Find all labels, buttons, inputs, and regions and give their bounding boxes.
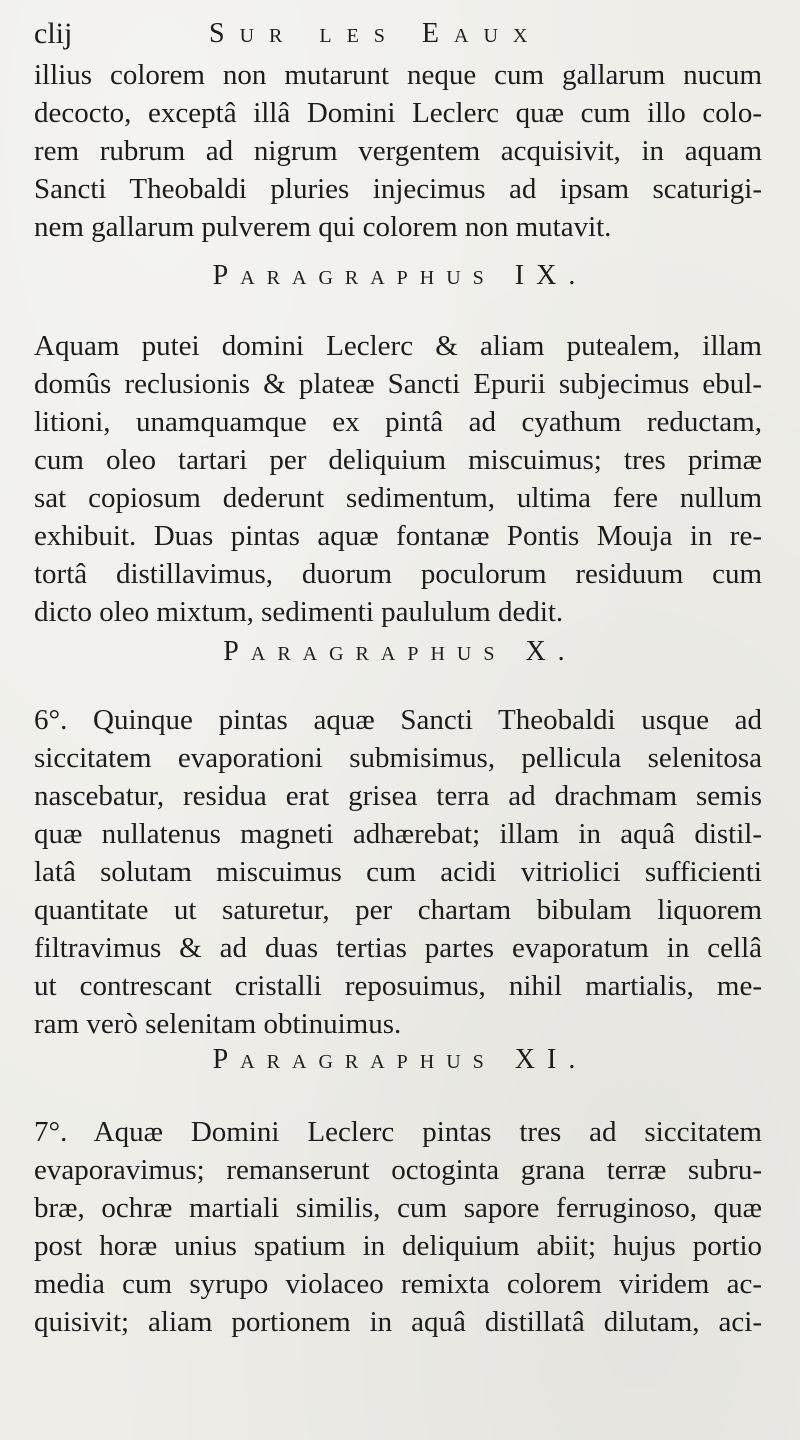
text-line: quantitate ut saturetur, per chartam bibulam liquorem [34, 894, 762, 926]
text-line: illius colorem non mutarunt neque cum gallarum nucum [34, 59, 762, 91]
text-line: bræ, ochræ martiali similis, cum sapore ferruginoso, quæ [34, 1192, 762, 1224]
text-line: litioni, unamquamque ex pintâ ad cyathum reductam, [34, 406, 762, 438]
text-line: 6°. Quinque pintas aquæ Sancti Theobaldi usque ad [34, 704, 762, 736]
text-line: tortâ distillavimus, duorum poculorum residuum cum [34, 558, 762, 590]
text-line: ut contrescant cristalli reposuimus, nihil martialis, me- [34, 970, 762, 1002]
section-heading: Paragraphus XI. [212, 1044, 588, 1075]
text-line: Aquam putei domini Leclerc & aliam putealem, illam [34, 330, 762, 362]
section-heading: Paragraphus X. [223, 636, 577, 667]
text-line: sat copiosum dederunt sedimentum, ultima fere nullum [34, 482, 762, 514]
text-line: quæ nullatenus magneti adhærebat; illam in aquâ distil- [34, 818, 762, 850]
text-line: rem rubrum ad nigrum vergentem acquisivit, in aquam [34, 135, 762, 167]
text-line: ram verò selenitam obtinuimus. [34, 1008, 402, 1040]
text-line: post horæ unius spatium in deliquium abiit; hujus portio [34, 1230, 762, 1262]
text-line: quisivit; aliam portionem in aquâ distillatâ dilutam, aci- [34, 1306, 762, 1338]
text-line: 7°. Aquæ Domini Leclerc pintas tres ad siccitatem [34, 1116, 762, 1148]
page-number: clij [34, 17, 73, 50]
text-line: nascebatur, residua erat grisea terra ad drachmam semis [34, 780, 762, 812]
text-line: nem gallarum pulverem qui colorem non mutavit. [34, 211, 612, 243]
text-line: domûs reclusionis & plateæ Sancti Epurii subjecimus ebul- [34, 368, 762, 400]
text-line: evaporavimus; remanserunt octoginta grana terræ subru- [34, 1154, 762, 1186]
text-line: siccitatem evaporationi submisimus, pellicula selenitosa [34, 742, 762, 774]
running-head: Sur les Eaux [209, 18, 543, 49]
text-line: latâ solutam miscuimus cum acidi vitriolici sufficienti [34, 856, 762, 888]
section-heading: Paragraphus IX. [212, 260, 588, 291]
text-line: media cum syrupo violaceo remixta colorem viridem ac- [34, 1268, 762, 1300]
text-line: exhibuit. Duas pintas aquæ fontanæ Pontis Mouja in re- [34, 520, 762, 552]
text-line: decocto, exceptâ illâ Domini Leclerc quæ cum illo colo- [34, 97, 762, 129]
page-header [34, 14, 764, 54]
text-line: cum oleo tartari per deliquium miscuimus; tres primæ [34, 444, 762, 476]
text-line: dicto oleo mixtum, sedimenti paululum dedit. [34, 596, 564, 628]
text-line: filtravimus & ad duas tertias partes evaporatum in cellâ [34, 932, 762, 964]
text-line: Sancti Theobaldi pluries injecimus ad ipsam scaturigi- [34, 173, 762, 205]
